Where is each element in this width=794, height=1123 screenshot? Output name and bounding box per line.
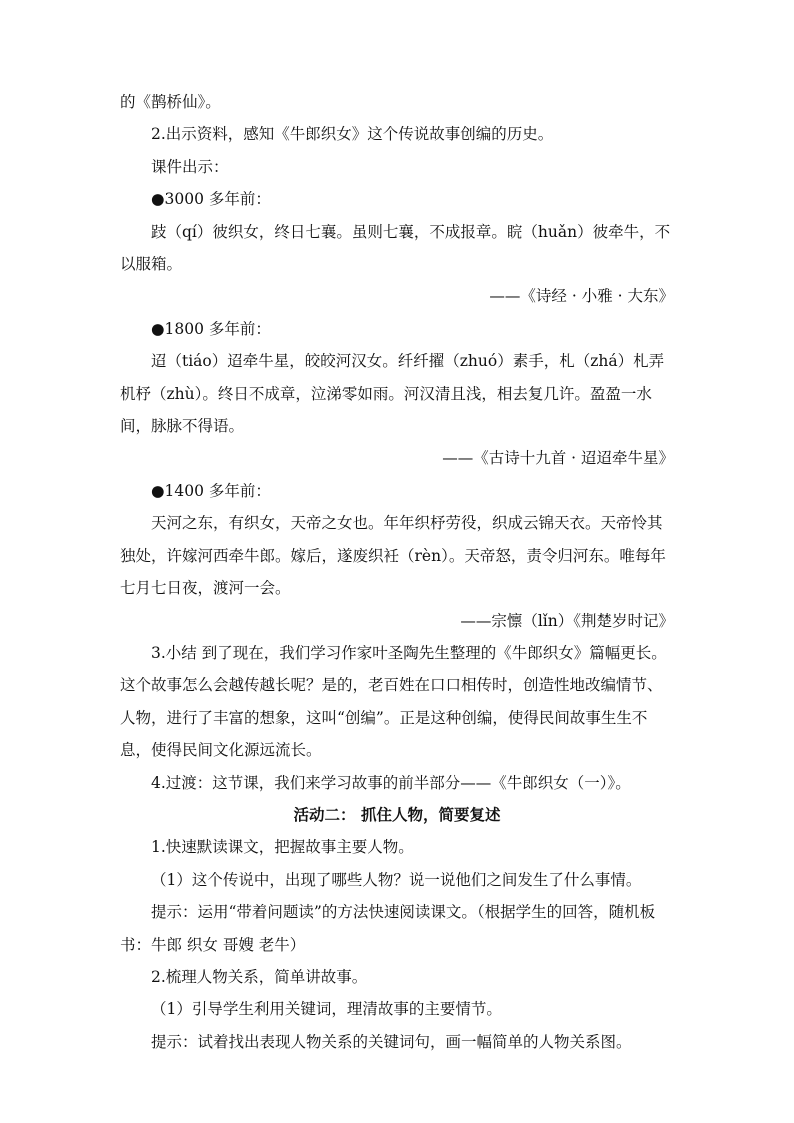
step-3-summary: 3.小结 到了现在，我们学习作家叶圣陶先生整理的《牛郎织女》篇幅更长。这个故事怎么会越传越长呢？是的，老百姓在口口相传时，创造性地改编情节、人物，进行了丰富的想象，这叫“创编”。正是这种创编，使得民间故事生生不息，使得民间文化源远流长。 (120, 643, 667, 760)
quote-gushi: 迢（tiáo）迢牵牛星，皎皎河汉女。纤纤擢（zhuó）素手，札（zhá）札弄机杼（zhù）。终日不成章，泣涕零如雨。河汉清且浅，相去复几许。盈盈一水间，脉脉不得语。 (120, 352, 665, 436)
activity-2-hint-1: 提示：运用“带着问题读”的方法快速阅读课文。（根据学生的回答，随机板书：牛郎 织女 哥嫂 老牛） (120, 903, 656, 954)
activity-2-heading: 活动二： 抓住人物，简要复述 (293, 804, 501, 824)
activity-2-hint-2: 提示：试着找出表现人物关系的关键词句，画一幅简单的人物关系图。 (151, 1032, 632, 1051)
activity-2-step-1: 1.快速默读课文，把握故事主要人物。 (151, 838, 414, 857)
activity-2-question-1: （1）这个传说中，出现了哪些人物？说一说他们之间发生了什么事情。 (151, 870, 642, 889)
paragraph-continuation: 的《鹊桥仙》。 (120, 93, 221, 111)
source-gushi: ——《古诗十九首 · 迢迢牵牛星》 (442, 449, 674, 468)
document-page (120, 86, 674, 1058)
era-3000-heading: ●3000 多年前： (151, 190, 271, 209)
era-1800-heading: ●1800 多年前： (151, 319, 271, 338)
quote-shijing: 跂（qí）彼织女，终日七襄。虽则七襄，不成报章。睆（huǎn）彼牵牛，不以服箱。 (120, 222, 671, 274)
source-shijing: ——《诗经 · 小雅 · 大东》 (489, 287, 674, 306)
step-4-transition: 4.过渡：这节课，我们来学习故事的前半部分——《牛郎织女（一）》。 (151, 773, 631, 792)
activity-2-subitem-1: （1）引导学生利用关键词，理清故事的主要情节。 (151, 1000, 502, 1019)
era-1400-heading: ●1400 多年前： (151, 481, 271, 500)
activity-2-step-2: 2.梳理人物关系，简单讲故事。 (151, 967, 368, 986)
courseware-label: 课件出示： (151, 157, 229, 176)
source-jingchu: ——宗懔（lǐn）《荆楚岁时记》 (460, 611, 674, 630)
step-2-text: 2.出示资料，感知《牛郎织女》这个传说故事创编的历史。 (151, 125, 554, 144)
quote-jingchu: 天河之东，有织女，天帝之女也。年年织杼劳役，织成云锦天衣。天帝怜其独处，许嫁河西牵牛郎。嫁后，遂废织衽（rèn）。天帝怒，责令归河东。唯每年七月七日夜，渡河一会。 (120, 514, 666, 598)
